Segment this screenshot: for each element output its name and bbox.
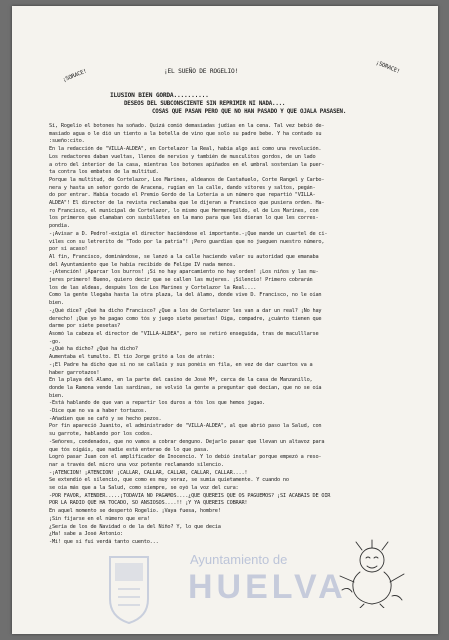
body-line: del Ayuntamiento que le había recibido de Felipe IV nada menos. — [49, 261, 236, 268]
body-line: -¡El Padre ha dicho que si no se callais y sus ponéis en fila, en vez de dar cuartos va a — [49, 361, 313, 368]
body-line: Al fin, Francisco, dominándose, se lanzó a la calle haciendo valer su autoridad que emanaba — [49, 253, 319, 260]
body-line: los de las aldeas, después los de Los Marines y Cortelazor la Real.... — [49, 284, 257, 291]
tagline-line-2: COSAS QUE PASAN PERO QUE NO HAN PASADO Y QUE OJALA PASASEN. — [152, 109, 347, 115]
body-line: -Añadien que se cafó y se hecho pezos. — [49, 415, 162, 422]
body-line: derecho! ¡Que yo he pagao como tós y juego siete pesetas! Oiga, compadre, ¿cuánto tienen que — [49, 315, 322, 322]
body-line: nar a través del micro una voz potente reclamando silencio. — [49, 461, 224, 468]
body-line: En aquel momento se despertó Rogelio. ¡Vaya fuesa, hombre! — [49, 508, 221, 515]
body-line: haber garrotazos! — [49, 369, 100, 376]
body-line: viles con su letrerito de "Todo por la patria"! ¡Pero guardias que no jueguen nuestro número, — [49, 238, 325, 245]
body-line: Los redactores daban vueltas, llenos de nervios y también de musculitos gordos, de un lado — [49, 153, 316, 160]
body-line: En la playa del Álamo, en la parte del casino de José Mª, cerca de la casa de Manzanillo, — [49, 377, 313, 384]
corner-note-right: ¡SORACE! — [374, 60, 401, 76]
body-line: ALDEA"! El director de la revista reclamaba que le dijeran a Francisco que pusiera orden. Ha- — [49, 200, 325, 207]
body-line: a otro del interior de la casa, mientras los botones apiñados en el umbral sostenían la puer- — [49, 161, 325, 168]
body-line: pondía. — [49, 223, 70, 230]
body-line: do por entrar. Había tocado el Premio Gordo de la Lotería a un número que repartió "VILLA- — [49, 192, 316, 199]
watermark-title: HUELVA — [188, 568, 347, 606]
body-line: -¡Atención! ¡Aparcar los burros! ¡Si no hay aparcamiento no hay orden! ¡Los niños y las mu- — [49, 269, 319, 276]
body-line: masiado agua o le dió un tiento a la botella de vino que solo su padre bebe. Y ha contado su — [49, 130, 322, 137]
body-line: ro Francisco, el municipal de Cortelazor, lo mismo que Hermenegildo, el de Los Marines, con — [49, 207, 319, 214]
body-line: por si acaso! — [49, 246, 88, 253]
body-line: nera y hasta un señor gordo de Aracena, rugían en la calle, dando vítores y saltos, pegán- — [49, 184, 316, 191]
document-subtitle: ILUSION BIEN GORDA.......... — [110, 92, 209, 99]
body-line: bien. — [49, 392, 64, 399]
body-line: Porque la multitud, de Cortelazor, Los Marines, aldeanos de Castañuelo, Corte Rangel y Carbo- — [49, 176, 325, 183]
body-line: -go. — [49, 338, 61, 345]
tagline-line-1: DESEOS DEL SUBCONSCIENTE SIN REPRIMIR NI NADA.... — [124, 101, 286, 107]
body-line: En la redacción de "VILLA-ALDEA", en Cortelazor la Real, había algo así como una revolución. — [49, 146, 322, 153]
body-line: :sueño:cito. — [49, 138, 85, 145]
body-line: ¿Sería de los de Navidad o de la del Niño? Y, lo que decía — [49, 523, 221, 530]
body-line: -¿Qué dice? ¿Qué ha dicho Francisco? ¿Que a los de Cortelazor les van a dar un real? ¡No hay — [49, 307, 322, 314]
body-text — [49, 123, 431, 547]
body-line: -¿Qué ha dicho? ¿Qué ha dicho? — [49, 346, 138, 353]
body-line: Sí, Rogelio el botones ha soñado. Quizá comió demasiadas judías en la cena. Tal vez bebió de- — [49, 123, 325, 129]
corner-note-left: ¡SORACE! — [62, 68, 88, 84]
body-line: -Mi! que si fuí verdá tanto cuento... — [49, 538, 159, 545]
body-line: ta contra los embates de la multitud. — [49, 169, 159, 176]
body-line: -Está hablando de que van a repartir los duros a tós los que hemos jugao. — [49, 400, 266, 407]
body-line: ¿Ha! sabe a José Antonio: — [49, 531, 124, 538]
body-line: -¡Avisar a D. Pedro!-exigía el director haciéndose el importante.-¡Que mande un cuartel de ci- — [49, 230, 328, 237]
body-line: ¡Sin fijarse en el número que era! — [49, 515, 150, 522]
body-line: los primeros que clamaban con susbilletes en la mano para que les dieran lo que les corres- — [49, 215, 319, 222]
body-line: -POR FAVOR, ATENDER.....¡TODAVIA NO PAGAMOS....¿QUE QUEREIS QUE OS PAGUEMOS? ¡SI ACABAIS DE OIR — [49, 492, 331, 499]
body-line: Aumentaba el tumulto. El tío Jorge gritó a los de atrás: — [49, 354, 215, 361]
body-line: donde la Ramona vende las sardinas, se volvió la gente a preguntar qué decían, que no se oía — [49, 384, 322, 391]
watermark-subtitle: Ayuntamiento de — [190, 552, 288, 567]
body-line: se oía más que a la Salud, como siempre, se oyó la voz del cura: — [49, 485, 239, 492]
document-title: ¡EL SUEÑO DE ROGELIO! — [164, 68, 239, 75]
body-line: POR LA RADIO QUE HA TOCADO, SO ANSIOSOS....!! ¡Y YA QUEREIS COBRAR! — [49, 500, 248, 507]
body-line: Asomó la cabeza el director de "VILLA-ALDEA", pero se retiró enseguida, tras de maculllarse — [49, 330, 319, 337]
body-line: Como la gente llegaba hasta la otra plaza, la del álamo, donde vive D. Francisco, no le oían — [49, 292, 322, 299]
body-line: -Dice que no va a haber tortazos. — [49, 408, 147, 415]
document-page — [12, 6, 438, 634]
body-line: -Señores, condenados, que no vamos a cobrar denguno. Dejarlo pasar que llevan un altavoz para — [49, 438, 325, 445]
body-line: que tós oigáis, que nadie está enterao de lo que pasa. — [49, 446, 209, 453]
body-line: darme por siete pesetas? — [49, 323, 121, 330]
sketch-doodle-icon — [332, 538, 408, 608]
body-line: jeres primero! Bueno, quiero decir que se callen las mujeres. ¡Silencio! Primero cobrarán — [49, 277, 313, 284]
body-line: Por fin apareció Juanito, el administrador de "VILLA-ALDEA", al que abrió paso la Salud, con — [49, 423, 322, 430]
body-line: Logró pasar Juan con el amplificador de Inocencio. Y lo debió instalar porque empezó a reso- — [49, 454, 322, 461]
body-line: su garrote, hablando por los codos. — [49, 431, 153, 438]
body-line: Se extendió el silencio, que como es muy voraz, se sumía quietamente. Y cuando no — [49, 477, 289, 484]
body-line: bien. — [49, 300, 64, 307]
body-line: -¡ATENCION! ¡ATENCION! ¡CALLAR, CALLAR, CALLAR, CALLAR, CALLAR....! — [49, 469, 248, 476]
